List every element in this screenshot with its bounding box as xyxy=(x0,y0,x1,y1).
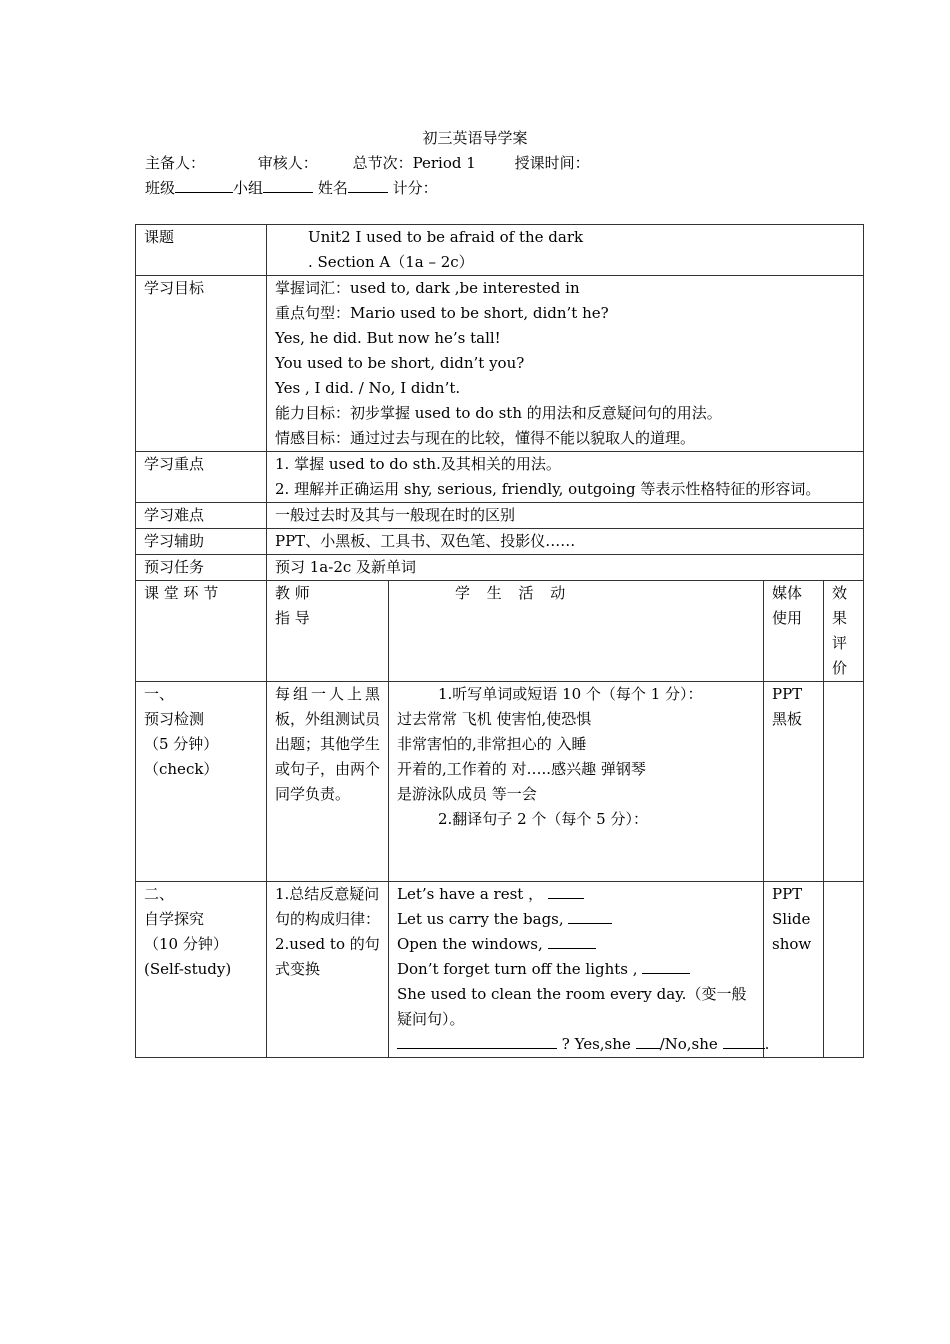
section-row-check xyxy=(136,682,864,882)
topic-label: 课题 xyxy=(136,225,267,276)
teacher-header: 教 师 指 导 xyxy=(267,581,389,682)
topic-content: Unit2 I used to be afraid of the dark . Section A（1a – 2c） xyxy=(267,225,864,276)
tag-question-4: Don’t forget turn off the lights , xyxy=(397,957,755,982)
section-self-study-student xyxy=(389,882,770,1058)
transform-answer: ? Yes,she /No,she . xyxy=(397,1032,755,1057)
section-self-study-eval xyxy=(824,882,864,1058)
section-check-media: PPT 黑板 xyxy=(764,682,824,882)
period-label: 总节次：Period 1 xyxy=(352,154,476,172)
group-label: 小组 xyxy=(233,179,264,197)
time-label: 授课时间： xyxy=(514,154,590,172)
section-check-student: 1.听写单词或短语 10 个（每个 1 分）： 过去常常 飞机 使害怕,使恐惧 非常害怕的,非常担心的 入睡 开着的,工作着的 对…..感兴趣 弹钢琴 是游泳队成员 等一会 2.翻译句子 2 个（每个 5 分）： xyxy=(389,682,764,882)
name-blank xyxy=(348,178,388,193)
answer-blank[interactable] xyxy=(568,909,612,924)
tag-question-3: Open the windows, xyxy=(397,932,755,957)
group-blank xyxy=(263,178,313,193)
column-header-row xyxy=(136,581,864,682)
page-title: 初三英语导学案 xyxy=(422,129,528,147)
key-points-label: 学习重点 xyxy=(136,452,267,503)
answer-blank[interactable] xyxy=(642,959,690,974)
section-row-self-study xyxy=(136,882,864,1058)
preview-row xyxy=(136,555,864,581)
score-label: 计分： xyxy=(392,179,438,197)
difficulty-row xyxy=(136,503,864,529)
class-line xyxy=(145,177,438,198)
student-header: 学 生 活 动 xyxy=(389,581,764,682)
topic-row xyxy=(136,225,864,276)
section-check-eval xyxy=(824,682,864,882)
meta-line xyxy=(145,152,590,173)
transform-instruction: She used to clean the room every day.（变一般疑问句）。 xyxy=(397,985,747,1028)
answer-blank[interactable] xyxy=(397,1034,557,1049)
key-points-row xyxy=(136,452,864,503)
media-header: 媒体 使用 xyxy=(764,581,824,682)
goals-row xyxy=(136,276,864,452)
answer-blank[interactable] xyxy=(636,1034,660,1049)
answer-blank[interactable] xyxy=(548,884,584,899)
difficulty-label: 学习难点 xyxy=(136,503,267,529)
goals-content: 掌握词汇：used to, dark ,be interested in 重点句型：Mario used to be short, didn’t he? Yes, he did. But now he’s tall! You used to be short, didn’t you? Yes , I did. / No, I didn’t. 能力目标：初步掌握 used to do sth 的用法和反意疑问句的用法。 情感目标：通过过去与现在的比较，懂得不能以貌取人的道理。 xyxy=(267,276,864,452)
aids-content: PPT、小黑板、工具书、双色笔、投影仪…… xyxy=(267,529,864,555)
aids-row xyxy=(136,529,864,555)
tag-question-1: Let’s have a rest ， xyxy=(397,882,755,907)
answer-blank[interactable] xyxy=(548,934,596,949)
section-check-stage: 一、 预习检测 （5 分钟） （check） xyxy=(136,682,267,882)
lesson-plan-table xyxy=(135,224,864,1058)
aids-label: 学习辅助 xyxy=(136,529,267,555)
section-self-study-stage: 二、 自学探究 （10 分钟） (Self-study) xyxy=(136,882,267,1058)
preparer-label: 主备人： xyxy=(145,154,206,172)
preview-content: 预习 1a-2c 及新单词 xyxy=(267,555,864,581)
answer-blank[interactable] xyxy=(723,1034,765,1049)
stage-header: 课 堂 环 节 xyxy=(136,581,267,682)
goals-label: 学习目标 xyxy=(136,276,267,452)
key-points-content: 1. 掌握 used to do sth.及其相关的用法。 2. 理解并正确运用 shy, serious, friendly, outgoing 等表示性格特征的形容词。 xyxy=(267,452,864,503)
difficulty-content: 一般过去时及其与一般现在时的区别 xyxy=(267,503,864,529)
class-label: 班级 xyxy=(145,179,176,197)
class-blank xyxy=(175,178,233,193)
section-self-study-media: PPT Slide show xyxy=(764,882,824,1058)
tag-question-2: Let us carry the bags, xyxy=(397,907,755,932)
preview-label: 预习任务 xyxy=(136,555,267,581)
name-label: 姓名 xyxy=(317,179,348,197)
reviewer-label: 审核人： xyxy=(257,154,318,172)
section-check-teacher: 每组一人上黑板，外组测试员出题；其他学生或句子，由两个同学负责。 xyxy=(267,682,389,882)
eval-header: 效 果 评 价 xyxy=(824,581,864,682)
section-self-study-teacher: 1.总结反意疑问句的构成归律： 2.used to 的句式变换 xyxy=(267,882,389,1058)
